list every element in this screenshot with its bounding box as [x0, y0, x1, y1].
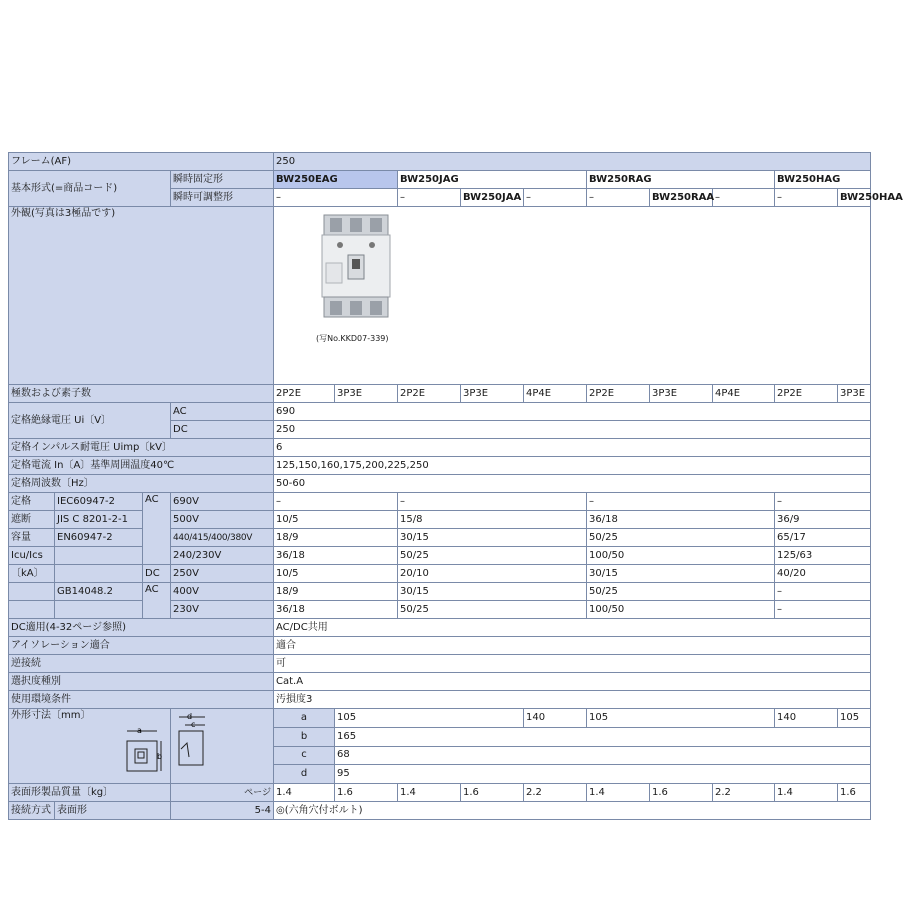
model-adjustable: – — [524, 189, 587, 207]
label-freq: 定格周波数〔Hz〕 — [9, 475, 274, 493]
row-isolation — [9, 637, 871, 655]
dimensions-cell — [9, 709, 171, 784]
breaking-value: 10/5 — [274, 565, 398, 583]
row-environment — [9, 691, 871, 709]
dimension-diagram — [17, 723, 167, 775]
value-connection: ◎(六角穴付ボルト) — [274, 802, 871, 820]
breaking-value: 15/8 — [398, 511, 587, 529]
label-connection: 接続方式 — [9, 802, 55, 820]
label-breaking: 定格 — [9, 493, 55, 511]
breaking-value: 125/63 — [775, 547, 871, 565]
row-reverse — [9, 655, 871, 673]
breaking-value: – — [587, 493, 775, 511]
pole-cell: 4P4E — [524, 385, 587, 403]
mass-cell: 1.4 — [398, 784, 461, 802]
row-mass — [9, 784, 871, 802]
value-uimp: 6 — [274, 439, 871, 457]
dim-a-value: 140 — [775, 709, 838, 728]
row-breaking — [9, 529, 871, 547]
row-selectivity — [9, 673, 871, 691]
model-fixed: BW250JAG — [398, 171, 587, 189]
value-ui-dc: 250 — [274, 421, 871, 439]
dim-label-c: c — [274, 746, 335, 765]
breaking-voltage: 500V — [171, 511, 274, 529]
label-instant-adjustable: 瞬時可調整形 — [171, 189, 274, 207]
mass-cell: 1.4 — [775, 784, 838, 802]
value-dc-apply: AC/DC共用 — [274, 619, 871, 637]
mass-cell: 2.2 — [713, 784, 775, 802]
pole-cell: 3P3E — [838, 385, 871, 403]
label-page: ページ — [171, 784, 274, 802]
row-appearance — [9, 207, 871, 385]
breaking-value: 10/5 — [274, 511, 398, 529]
value-reverse: 可 — [274, 655, 871, 673]
value-selectivity: Cat.A — [274, 673, 871, 691]
row-dc-apply — [9, 619, 871, 637]
breaking-value: 50/25 — [398, 547, 587, 565]
label-environment: 使用環境条件 — [9, 691, 274, 709]
value-frame: 250 — [274, 153, 871, 171]
model-fixed: BW250RAG — [587, 171, 775, 189]
row-breaking — [9, 511, 871, 529]
label-current: 定格電流 In〔A〕基準周囲温度40℃ — [9, 457, 274, 475]
model-adjustable: – — [587, 189, 650, 207]
breaking-value: 50/25 — [587, 529, 775, 547]
breaking-value: 50/25 — [398, 601, 587, 619]
dim-a-value: 105 — [838, 709, 871, 728]
model-adjustable: BW250HAA — [838, 189, 871, 207]
photo-caption: (写No.KKD07-339) — [316, 334, 389, 343]
svg-text:c: c — [191, 720, 196, 729]
svg-text:a: a — [137, 726, 142, 735]
mass-cell: 1.6 — [650, 784, 713, 802]
row-dim-a — [9, 709, 871, 728]
dim-c-value: 68 — [335, 746, 871, 765]
breaking-value: 100/50 — [587, 547, 775, 565]
label-breaking-ac: AC — [143, 493, 171, 565]
label-dimensions: 外形寸法〔mm〕 — [11, 710, 91, 721]
spec-table — [8, 152, 903, 820]
label-appearance: 外観(写真は3極品です) — [9, 207, 274, 385]
mass-cell: 2.2 — [524, 784, 587, 802]
label-standard: IEC60947-2 — [55, 493, 143, 511]
dimension-side-cell — [171, 709, 274, 784]
dim-a-value: 105 — [335, 709, 524, 728]
breaking-voltage: 240/230V — [171, 547, 274, 565]
dim-b-value: 165 — [335, 727, 871, 746]
row-breaking — [9, 547, 871, 565]
value-ui-ac: 690 — [274, 403, 871, 421]
pole-cell: 3P3E — [650, 385, 713, 403]
label-breaking: 遮断 — [9, 511, 55, 529]
model-adjustable: – — [775, 189, 838, 207]
label-breaking-ac: AC — [143, 583, 171, 619]
breaking-value: 30/15 — [587, 565, 775, 583]
label-isolation: アイソレーション適合 — [9, 637, 274, 655]
label-mass: 表面形製品質量〔kg〕 — [9, 784, 171, 802]
breaking-value: 50/25 — [587, 583, 775, 601]
dim-a-value: 140 — [524, 709, 587, 728]
label-poles: 極数および素子数 — [9, 385, 274, 403]
pole-cell: 2P2E — [274, 385, 335, 403]
breaking-voltage: 400V — [171, 583, 274, 601]
breaking-value: 36/18 — [274, 547, 398, 565]
label-breaking-dc: DC — [143, 565, 171, 583]
breaking-voltage: 250V — [171, 565, 274, 583]
row-ui-ac — [9, 403, 871, 421]
row-breaking — [9, 601, 871, 619]
appearance-cell — [274, 207, 871, 385]
dim-label-a: a — [274, 709, 335, 728]
label-ui-ac: AC — [171, 403, 274, 421]
mass-cell: 1.4 — [274, 784, 335, 802]
breaking-value: – — [775, 601, 871, 619]
pole-cell: 2P2E — [775, 385, 838, 403]
mass-cell: 1.6 — [335, 784, 398, 802]
label-standard: EN60947-2 — [55, 529, 143, 547]
label-dc-apply: DC適用(4-32ページ参照) — [9, 619, 274, 637]
model-fixed: BW250HAG — [775, 171, 871, 189]
svg-text:b: b — [157, 752, 163, 761]
breaking-value: 40/20 — [775, 565, 871, 583]
dim-d-value: 95 — [335, 765, 871, 784]
model-fixed: BW250EAG — [274, 171, 398, 189]
label-ui-dc: DC — [171, 421, 274, 439]
label-uimp: 定格インパルス耐電圧 Uimp〔kV〕 — [9, 439, 274, 457]
row-breaking — [9, 583, 871, 601]
row-freq — [9, 475, 871, 493]
row-breaking — [9, 493, 871, 511]
label-basic-type: 基本形式(=商品コード) — [9, 171, 171, 207]
dim-label-d: d — [274, 765, 335, 784]
value-freq: 50-60 — [274, 475, 871, 493]
row-uimp — [9, 439, 871, 457]
value-current: 125,150,160,175,200,225,250 — [274, 457, 871, 475]
value-environment: 汚損度3 — [274, 691, 871, 709]
breaking-value: 30/15 — [398, 529, 587, 547]
label-breaking: 容量 — [9, 529, 55, 547]
svg-text:d: d — [187, 712, 193, 721]
breaking-value: 65/17 — [775, 529, 871, 547]
label-standard: JIS C 8201-2-1 — [55, 511, 143, 529]
value-isolation: 適合 — [274, 637, 871, 655]
label-instant-fixed: 瞬時固定形 — [171, 171, 274, 189]
breaking-value: 20/10 — [398, 565, 587, 583]
breaker-photo — [320, 215, 392, 319]
breaking-value: 18/9 — [274, 529, 398, 547]
breaking-value: – — [274, 493, 398, 511]
dim-label-b: b — [274, 727, 335, 746]
pole-cell: 4P4E — [713, 385, 775, 403]
model-adjustable: – — [274, 189, 398, 207]
label-selectivity: 選択度種別 — [9, 673, 274, 691]
model-adjustable: BW250RAA — [650, 189, 713, 207]
label-surface: 表面形 — [55, 802, 171, 820]
label-reverse: 逆接続 — [9, 655, 274, 673]
mass-cell: 1.6 — [838, 784, 871, 802]
row-basic-fixed — [9, 171, 871, 189]
breaking-value: 100/50 — [587, 601, 775, 619]
breaking-value: 30/15 — [398, 583, 587, 601]
pole-cell: 3P3E — [335, 385, 398, 403]
breaking-value: – — [775, 493, 871, 511]
breaking-voltage: 690V — [171, 493, 274, 511]
breaking-voltage: 230V — [171, 601, 274, 619]
pole-cell: 3P3E — [461, 385, 524, 403]
breaking-voltage: 440/415/400/380V — [171, 529, 274, 547]
breaking-value: 18/9 — [274, 583, 398, 601]
row-frame — [9, 153, 871, 171]
page-ref: 5-4 — [171, 802, 274, 820]
model-adjustable: – — [398, 189, 461, 207]
breaking-value: – — [398, 493, 587, 511]
label-breaking: 〔kA〕 — [9, 565, 55, 583]
breaking-value: 36/9 — [775, 511, 871, 529]
row-poles — [9, 385, 871, 403]
dim-a-value: 105 — [587, 709, 775, 728]
row-breaking — [9, 565, 871, 583]
label-standard: GB14048.2 — [55, 583, 143, 601]
breaking-value: 36/18 — [587, 511, 775, 529]
row-current — [9, 457, 871, 475]
row-connection — [9, 802, 871, 820]
model-adjustable: BW250JAA — [461, 189, 524, 207]
label-frame: フレーム(AF) — [9, 153, 274, 171]
pole-cell: 2P2E — [398, 385, 461, 403]
breaking-value: – — [775, 583, 871, 601]
breaking-value: 36/18 — [274, 601, 398, 619]
label-ui: 定格絶縁電圧 Ui〔V〕 — [9, 403, 171, 439]
side-diagram — [171, 709, 271, 779]
model-adjustable: – — [713, 189, 775, 207]
pole-cell: 2P2E — [587, 385, 650, 403]
mass-cell: 1.6 — [461, 784, 524, 802]
label-breaking: Icu/Ics — [9, 547, 55, 565]
mass-cell: 1.4 — [587, 784, 650, 802]
